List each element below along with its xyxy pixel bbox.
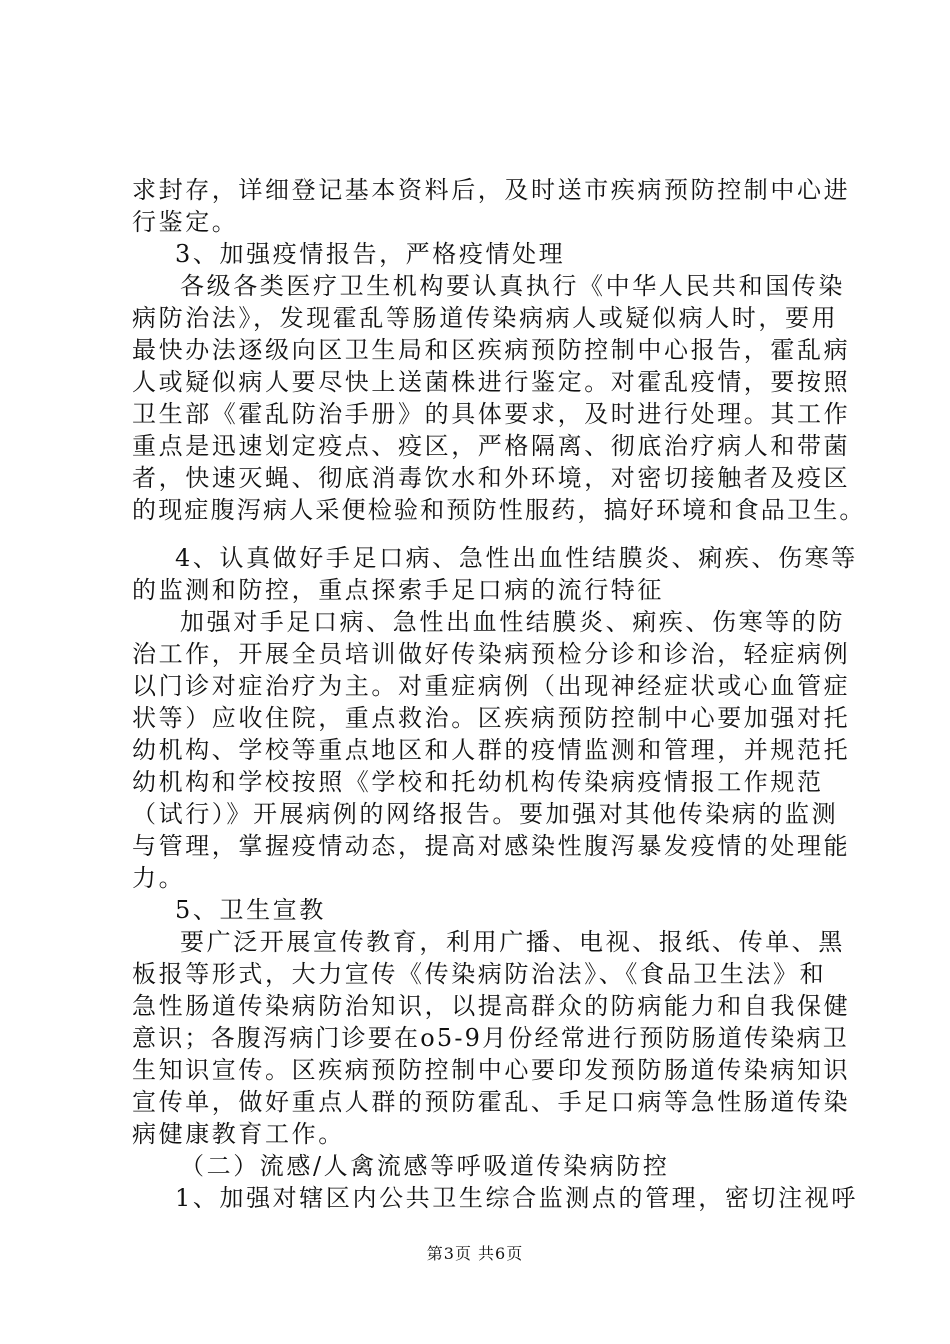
text-line: 重点是迅速划定疫点、疫区，严格隔离、彻底治疗病人和带菌: [132, 432, 851, 460]
text-line: 求封存，详细登记基本资料后，及时送市疾病预防控制中心进: [132, 176, 851, 204]
text-line: 卫生部《霍乱防治手册》的具体要求，及时进行处理。其工作: [132, 400, 851, 428]
section-heading: （二）流感/人禽流感等呼吸道传染病防控: [180, 1152, 670, 1180]
text-line: 急性肠道传染病防治知识，以提高群众的防病能力和自我保健: [132, 992, 851, 1020]
text-line: 幼机构、学校等重点地区和人群的疫情监测和管理，并规范托: [132, 736, 851, 764]
section-heading-continued: 的监测和防控，重点探索手足口病的流行特征: [132, 576, 664, 604]
section-heading: 5、卫生宣教: [175, 896, 326, 924]
text-line: 的现症腹泻病人采便检验和预防性服药，搞好环境和食品卫生。: [132, 496, 866, 524]
text-line: 要广泛开展宣传教育，利用广播、电视、报纸、传单、黑: [180, 928, 845, 956]
text-line: 最快办法逐级向区卫生局和区疾病预防控制中心报告，霍乱病: [132, 336, 851, 364]
section-heading: 3、加强疫情报告，严格疫情处理: [175, 240, 566, 268]
text-line: 者，快速灭蝇、彻底消毒饮水和外环境，对密切接触者及疫区: [132, 464, 851, 492]
text-line: 以门诊对症治疗为主。对重症病例（出现神经症状或心血管症: [132, 672, 851, 700]
text-line: （试行）》开展病例的网络报告。要加强对其他传染病的监测: [132, 800, 839, 828]
text-line: 与管理，掌握疫情动态，提高对感染性腹泻暴发疫情的处理能: [132, 832, 851, 860]
page-number-footer: 第3页 共6页: [426, 1244, 524, 1263]
text-line: 状等）应收住院，重点救治。区疾病预防控制中心要加强对托: [132, 704, 851, 732]
text-line: 治工作，开展全员培训做好传染病预检分诊和诊治，轻症病例: [132, 640, 851, 668]
section-heading: 1、加强对辖区内公共卫生综合监测点的管理，密切注视呼: [175, 1184, 858, 1212]
text-line: 生知识宣传。区疾病预防控制中心要印发预防肠道传染病知识: [132, 1056, 851, 1084]
text-line: 力。: [132, 864, 186, 892]
section-heading: 4、认真做好手足口病、急性出血性结膜炎、痢疾、伤寒等: [175, 544, 858, 572]
text-line: 人或疑似病人要尽快上送菌株进行鉴定。对霍乱疫情，要按照: [132, 368, 851, 396]
text-line: 病防治法》，发现霍乱等肠道传染病病人或疑似病人时，要用: [132, 304, 839, 332]
text-line: 板报等形式，大力宣传《传染病防治法》、《食品卫生法》和: [132, 960, 827, 988]
text-line: 行鉴定。: [132, 208, 239, 236]
text-line: 各级各类医疗卫生机构要认真执行《中华人民共和国传染: [180, 272, 845, 300]
text-line: 幼机构和学校按照《学校和托幼机构传染病疫情报工作规范: [132, 768, 824, 796]
text-line: 病健康教育工作。: [132, 1120, 345, 1148]
text-line: 宣传单，做好重点人群的预防霍乱、手足口病等急性肠道传染: [132, 1088, 851, 1116]
text-line: 意识；各腹泻病门诊要在o5-9月份经常进行预防肠道传染病卫: [132, 1024, 849, 1052]
text-line: 加强对手足口病、急性出血性结膜炎、痢疾、伤寒等的防: [180, 608, 845, 636]
